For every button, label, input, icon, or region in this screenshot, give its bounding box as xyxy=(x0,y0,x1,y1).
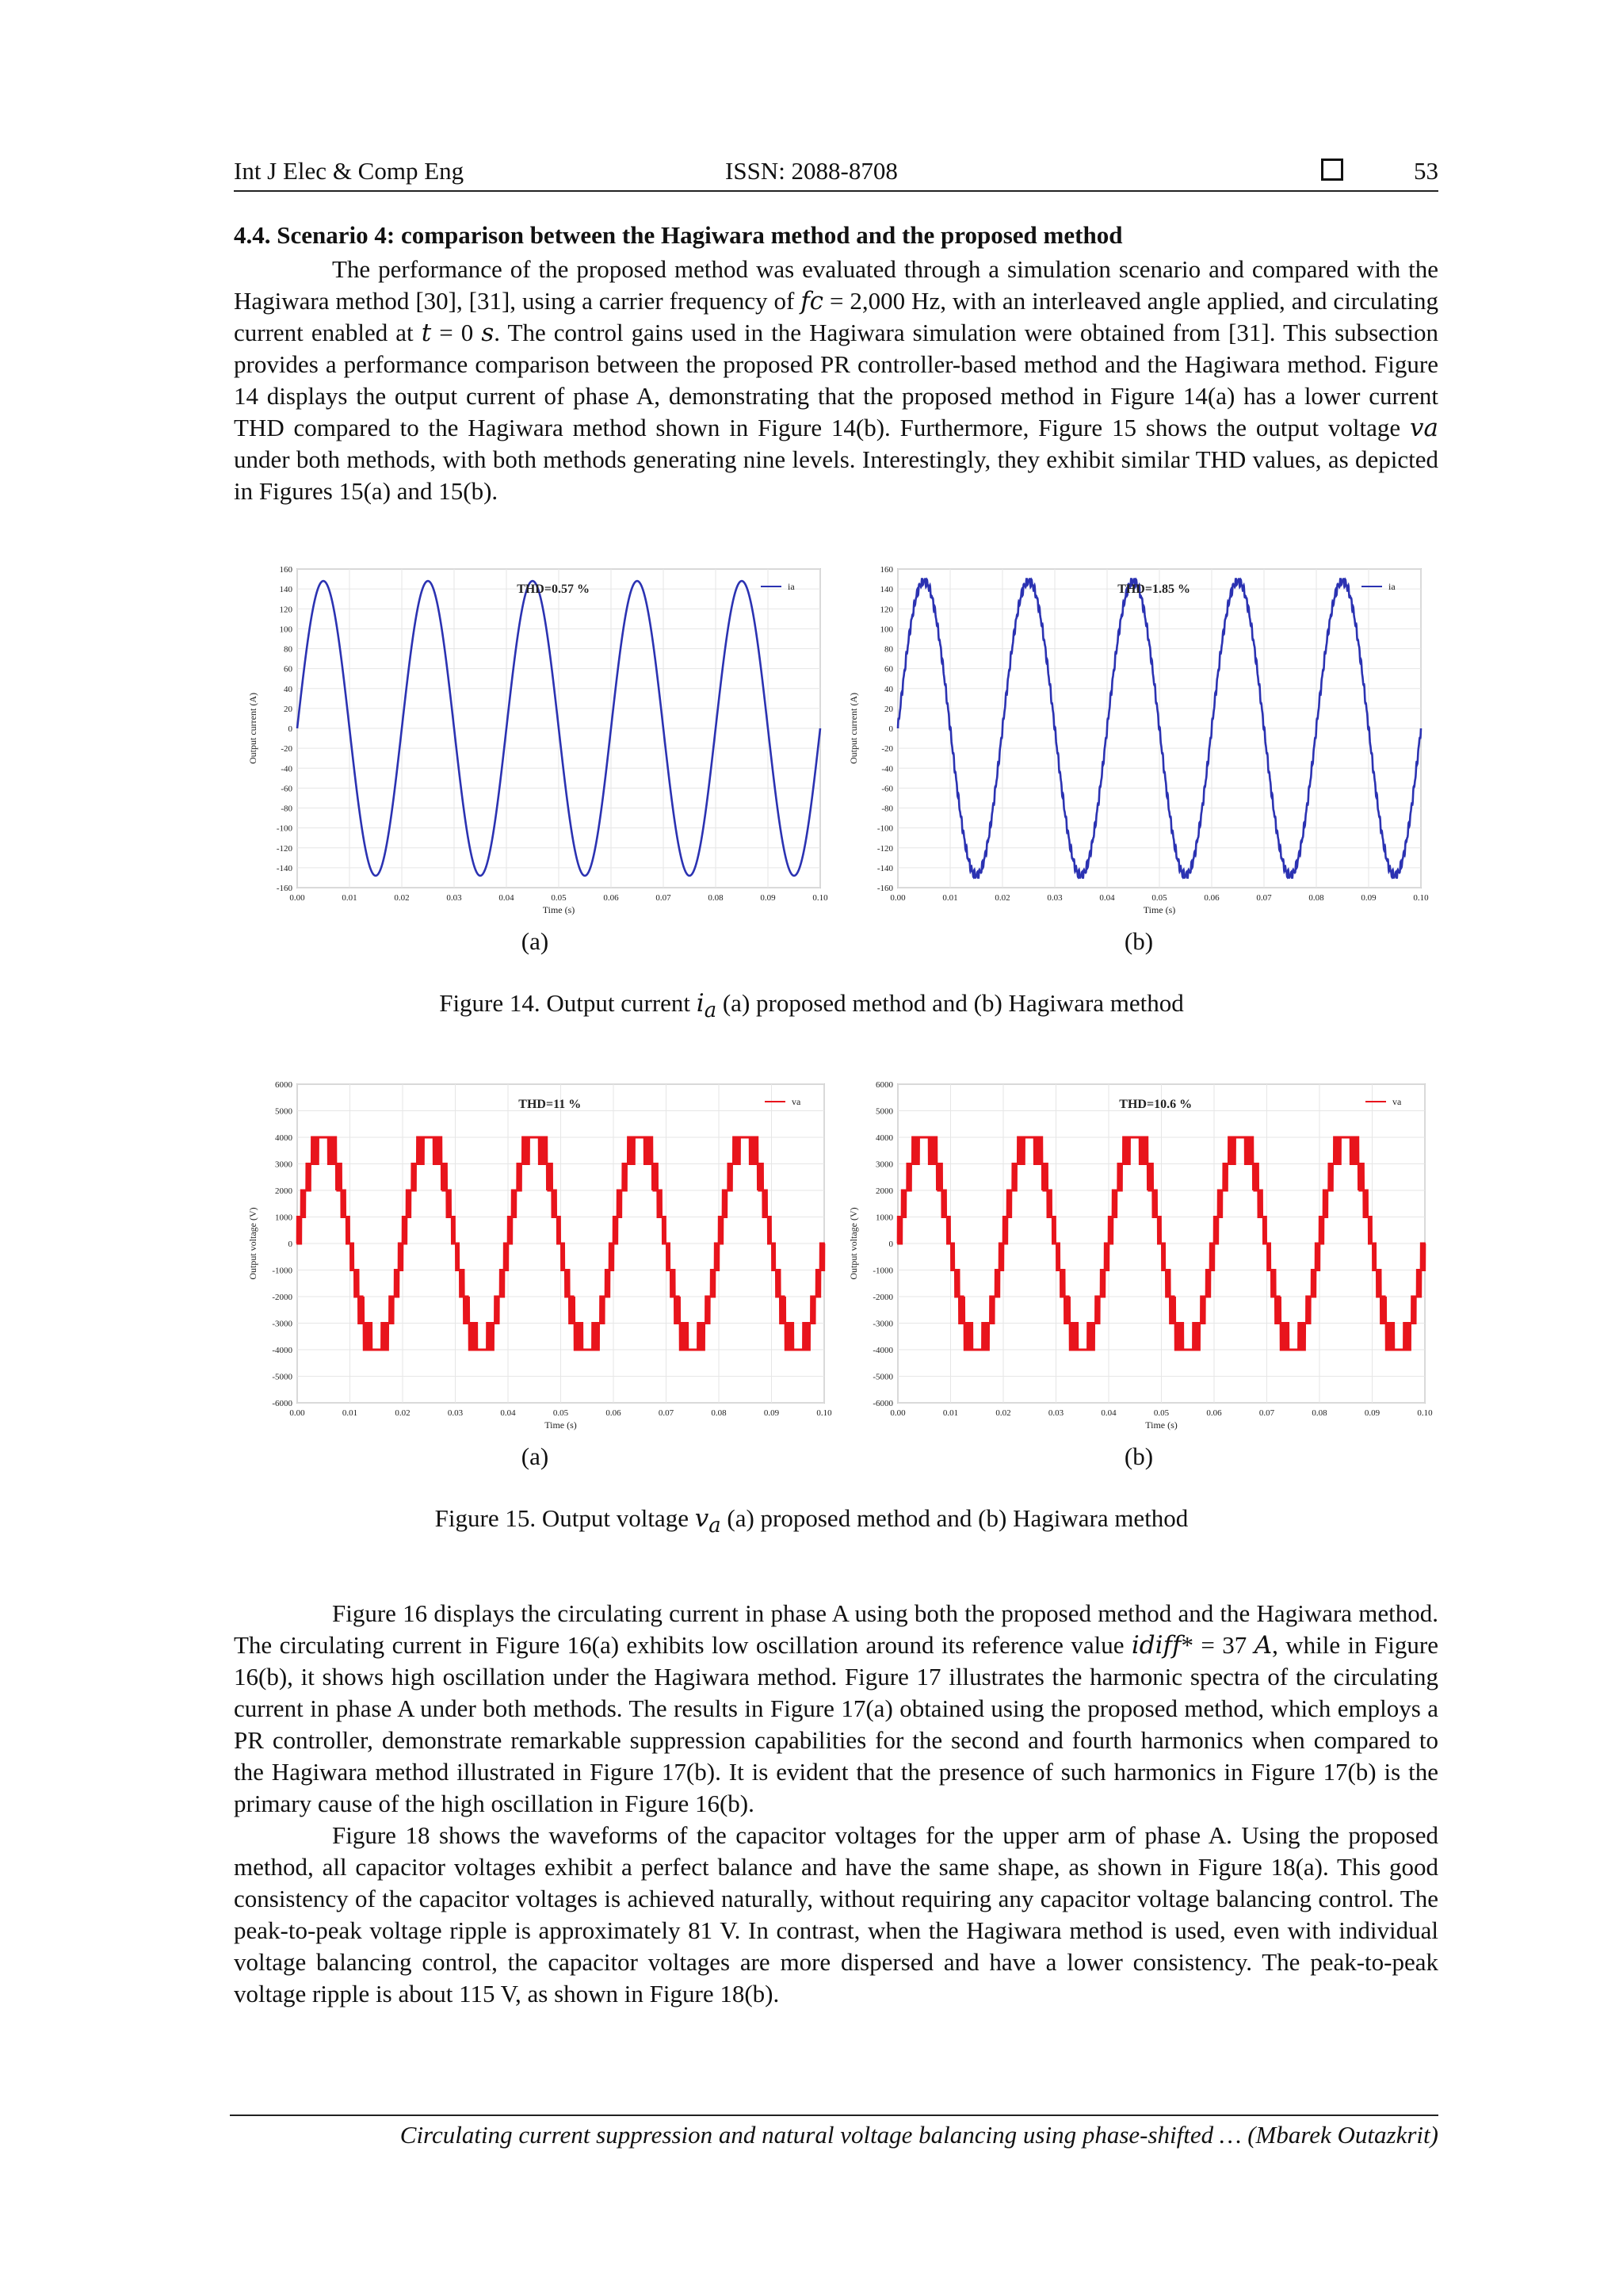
y-tick-label: 120 xyxy=(880,605,893,615)
x-tick-label: 0.09 xyxy=(1361,893,1377,903)
y-tick-label: 20 xyxy=(884,704,893,714)
y-tick-label: 2000 xyxy=(275,1186,292,1196)
square-icon xyxy=(1321,159,1343,181)
x-tick-label: 0.03 xyxy=(1047,893,1063,903)
paragraph-block-1 xyxy=(234,254,1438,507)
x-tick-label: 0.09 xyxy=(760,893,776,903)
y-tick-label: -80 xyxy=(881,804,893,814)
y-tick-label: -100 xyxy=(276,823,292,834)
y-tick-label: -160 xyxy=(876,884,893,893)
x-tick-label: 0.03 xyxy=(1048,1408,1064,1418)
y-tick-label: 140 xyxy=(279,585,292,595)
x-tick-label: 0.08 xyxy=(1308,893,1324,903)
figure-15b-label: (b) xyxy=(1124,1442,1154,1470)
y-tick-label: 4000 xyxy=(275,1133,292,1143)
x-tick-label: 0.01 xyxy=(942,893,958,903)
x-tick-label: 0.09 xyxy=(763,1408,780,1418)
y-tick-label: -20 xyxy=(881,744,893,755)
y-tick-label: -60 xyxy=(281,784,292,794)
y-tick-label: 0 xyxy=(888,724,893,734)
y-tick-label: -4000 xyxy=(873,1346,893,1355)
y-tick-label: 0 xyxy=(288,724,292,734)
journal-name: Int J Elec & Comp Eng xyxy=(234,157,464,185)
y-tick-label: -6000 xyxy=(873,1399,893,1408)
page-number: 53 xyxy=(1414,157,1438,185)
x-tick-label: 0.05 xyxy=(551,893,567,903)
y-tick-label: -100 xyxy=(876,823,893,834)
paragraph: The performance of the proposed method was evaluated through a simulation scenario and compared with the Hagiwara method [30], [31], using a carrier frequency of 𝑓𝑐 = 2,000 Hz, with an interleaved angle applied, and circulating current enabled at 𝑡 = 0 𝑠. The control gains used in the Hagiwara simulation were obtained from [31]. This subsection provides a performance comparison between the proposed PR controller-based method and the Hagiwara method. Figure 14 displays the output current of phase A, demonstrating that the proposed method in Figure 14(a) has a lower current THD compared to the Hagiwara method shown in Figure 14(b). Furthermore, Figure 15 shows the output voltage 𝑣𝑎 under both methods, with both methods generating nine levels. Interestingly, they exhibit similar THD values, as depicted in Figures 15(a) and 15(b). xyxy=(234,255,1438,505)
y-tick-label: 100 xyxy=(279,625,292,635)
thd-annotation: THD=11 % xyxy=(518,1098,582,1111)
y-tick-label: 100 xyxy=(880,625,893,635)
x-tick-label: 0.04 xyxy=(498,893,514,903)
y-tick-label: -140 xyxy=(276,863,292,873)
x-tick-label: 0.10 xyxy=(1417,1408,1433,1418)
x-tick-label: 0.08 xyxy=(711,1408,727,1418)
y-tick-label: 0 xyxy=(288,1240,292,1249)
y-tick-label: 0 xyxy=(888,1240,893,1249)
y-tick-label: -5000 xyxy=(873,1372,893,1382)
caption-text-end: (a) proposed method and (b) Hagiwara method xyxy=(716,989,1184,1017)
y-tick-label: 40 xyxy=(284,684,292,694)
y-tick-label: 1000 xyxy=(876,1213,893,1223)
page-header xyxy=(234,155,1438,192)
y-tick-label: -2000 xyxy=(272,1293,292,1302)
legend-label: ia xyxy=(788,581,795,592)
y-tick-label: 1000 xyxy=(275,1213,292,1223)
figure-14a-label: (a) xyxy=(521,927,549,955)
figure-15a xyxy=(242,1078,832,1442)
y-tick-label: -160 xyxy=(276,884,292,893)
x-axis-label: Time (s) xyxy=(544,1419,577,1431)
paragraph: Figure 18 shows the waveforms of the capacitor voltages for the upper arm of phase A. Using the proposed method, all capacitor voltages exhibit a perfect balance and have the same shape, as shown in Figure 18(a). This good consistency of the capacitor voltages is achieved naturally, without requiring any capacitor voltage balancing control. The peak-to-peak voltage ripple is approximately 81 V. In contrast, when the Hagiwara method is used, even with individual voltage balancing control, the capacitor voltages are more dispersed and have a lower consistency. The peak-to-peak voltage ripple is about 115 V, as shown in Figure 18(b). xyxy=(234,1821,1438,2008)
x-tick-label: 0.00 xyxy=(289,1408,305,1418)
caption-text: Figure 15. Output voltage xyxy=(434,1504,695,1532)
x-tick-label: 0.08 xyxy=(1312,1408,1327,1418)
paragraph-block-2 xyxy=(234,1598,1438,2010)
y-tick-label: 5000 xyxy=(275,1106,292,1117)
x-tick-label: 0.03 xyxy=(447,1408,464,1418)
figure-14b-label: (b) xyxy=(1124,927,1154,955)
x-tick-label: 0.07 xyxy=(1258,1408,1275,1418)
y-tick-label: 2000 xyxy=(876,1186,893,1196)
figure-14a xyxy=(242,563,828,927)
chart-15b xyxy=(842,1078,1433,1442)
x-tick-label: 0.02 xyxy=(394,893,410,903)
y-tick-label: 160 xyxy=(279,565,292,575)
y-tick-label: -80 xyxy=(281,804,292,814)
issn: ISSN: 2088-8708 xyxy=(725,157,898,185)
x-tick-label: 0.07 xyxy=(658,1408,674,1418)
x-tick-label: 0.05 xyxy=(1153,1408,1170,1418)
y-tick-label: -4000 xyxy=(272,1346,292,1355)
x-tick-label: 0.10 xyxy=(816,1408,832,1418)
y-tick-label: 80 xyxy=(884,644,893,655)
y-tick-label: -2000 xyxy=(873,1293,893,1302)
x-tick-label: 0.04 xyxy=(500,1408,516,1418)
y-tick-label: -120 xyxy=(876,843,893,854)
x-tick-label: 0.04 xyxy=(1101,1408,1117,1418)
y-tick-label: -20 xyxy=(281,744,292,755)
y-tick-label: 20 xyxy=(284,704,292,714)
x-tick-label: 0.00 xyxy=(890,893,906,903)
legend-label: ia xyxy=(1388,581,1396,592)
thd-annotation: THD=10.6 % xyxy=(1119,1098,1193,1111)
figure-14b xyxy=(842,563,1429,927)
y-tick-label: 60 xyxy=(284,664,292,674)
y-tick-label: -40 xyxy=(281,764,292,774)
x-tick-label: 0.02 xyxy=(395,1408,411,1418)
legend-label: va xyxy=(1392,1096,1402,1107)
y-tick-label: 5000 xyxy=(876,1106,893,1117)
legend-label: va xyxy=(792,1096,801,1107)
x-tick-label: 0.06 xyxy=(1204,893,1220,903)
y-tick-label: 140 xyxy=(880,585,893,595)
y-tick-label: -40 xyxy=(881,764,893,774)
x-axis-label: Time (s) xyxy=(1145,1419,1178,1431)
figure-15-caption xyxy=(0,1504,1623,1538)
figure-15b xyxy=(842,1078,1433,1442)
x-tick-label: 0.02 xyxy=(995,893,1010,903)
x-tick-label: 0.09 xyxy=(1364,1408,1381,1418)
x-tick-label: 0.06 xyxy=(1206,1408,1222,1418)
x-tick-label: 0.04 xyxy=(1099,893,1115,903)
y-tick-label: -3000 xyxy=(272,1319,292,1329)
x-tick-label: 0.02 xyxy=(995,1408,1011,1418)
y-tick-label: 60 xyxy=(884,664,893,674)
x-tick-label: 0.01 xyxy=(342,1408,358,1418)
y-tick-label: 6000 xyxy=(876,1080,893,1090)
x-tick-label: 0.06 xyxy=(605,1408,621,1418)
x-tick-label: 0.00 xyxy=(289,893,305,903)
x-tick-label: 0.07 xyxy=(655,893,671,903)
x-tick-label: 0.10 xyxy=(812,893,828,903)
y-axis-label: Output voltage (V) xyxy=(247,1207,258,1280)
x-axis-label: Time (s) xyxy=(1143,904,1176,915)
x-tick-label: 0.10 xyxy=(1413,893,1429,903)
x-tick-label: 0.05 xyxy=(552,1408,569,1418)
thd-annotation: THD=0.57 % xyxy=(517,583,590,596)
chart-15a xyxy=(242,1078,832,1442)
paragraph: Figure 16 displays the circulating current in phase A using both the proposed method and the Hagiwara method. The circulating current in Figure 16(a) exhibits low oscillation around its reference value 𝑖𝑑𝑖𝑓𝑓* = 37 𝐴, while in Figure 16(b), it shows high oscillation under the Hagiwara method. Figure 17 illustrates the harmonic spectra of the circulating current in phase A under both methods. The results in Figure 17(a) obtained using the proposed method, which employs a PR controller, demonstrate remarkable suppression capabilities for the second and fourth harmonics when compared to the Hagiwara method illustrated in Figure 17(b). It is evident that the presence of such harmonics in Figure 17(b) is the primary cause of the high oscillation in Figure 16(b). xyxy=(234,1599,1438,1817)
y-axis-label: Output voltage (V) xyxy=(848,1207,859,1280)
y-tick-label: -3000 xyxy=(873,1319,893,1329)
caption-text: Figure 14. Output current xyxy=(439,989,697,1017)
y-tick-label: -1000 xyxy=(873,1266,893,1276)
y-tick-label: -140 xyxy=(876,863,893,873)
thd-annotation: THD=1.85 % xyxy=(1117,583,1190,596)
section-heading: 4.4. Scenario 4: comparison between the Hagiwara method and the proposed method xyxy=(234,221,1123,249)
y-tick-label: -5000 xyxy=(272,1372,292,1382)
x-tick-label: 0.07 xyxy=(1256,893,1272,903)
x-tick-label: 0.08 xyxy=(708,893,724,903)
y-tick-label: 80 xyxy=(284,644,292,655)
page-footer: Circulating current suppression and natural voltage balancing using phase-shifted … (Mbarek Outazkrit) xyxy=(230,2115,1438,2149)
y-tick-label: 3000 xyxy=(275,1159,292,1170)
y-tick-label: -6000 xyxy=(272,1399,292,1408)
y-tick-label: 40 xyxy=(884,684,893,694)
x-tick-label: 0.06 xyxy=(603,893,619,903)
y-tick-label: -1000 xyxy=(272,1266,292,1276)
caption-text-end: (a) proposed method and (b) Hagiwara method xyxy=(720,1504,1189,1532)
y-tick-label: 6000 xyxy=(275,1080,292,1090)
caption-symbol: 𝑖 xyxy=(696,989,705,1018)
y-axis-label: Output current (A) xyxy=(848,693,859,764)
caption-symbol: 𝑣 xyxy=(694,1504,709,1533)
x-tick-label: 0.05 xyxy=(1151,893,1167,903)
x-tick-label: 0.03 xyxy=(446,893,462,903)
y-tick-label: -60 xyxy=(881,784,893,794)
y-tick-label: -120 xyxy=(276,843,292,854)
x-tick-label: 0.01 xyxy=(942,1408,959,1418)
x-axis-label: Time (s) xyxy=(542,904,575,915)
y-tick-label: 160 xyxy=(880,565,893,575)
y-axis-label: Output current (A) xyxy=(247,693,258,764)
chart-14b xyxy=(842,563,1429,927)
figure-15a-label: (a) xyxy=(521,1442,549,1470)
caption-subscript: 𝑎 xyxy=(704,999,717,1023)
figure-14-caption xyxy=(0,989,1623,1022)
x-tick-label: 0.01 xyxy=(342,893,357,903)
y-tick-label: 120 xyxy=(279,605,292,615)
chart-14a xyxy=(242,563,828,927)
y-tick-label: 3000 xyxy=(876,1159,893,1170)
y-tick-label: 4000 xyxy=(876,1133,893,1143)
x-tick-label: 0.00 xyxy=(890,1408,906,1418)
caption-subscript: 𝑎 xyxy=(708,1514,721,1538)
